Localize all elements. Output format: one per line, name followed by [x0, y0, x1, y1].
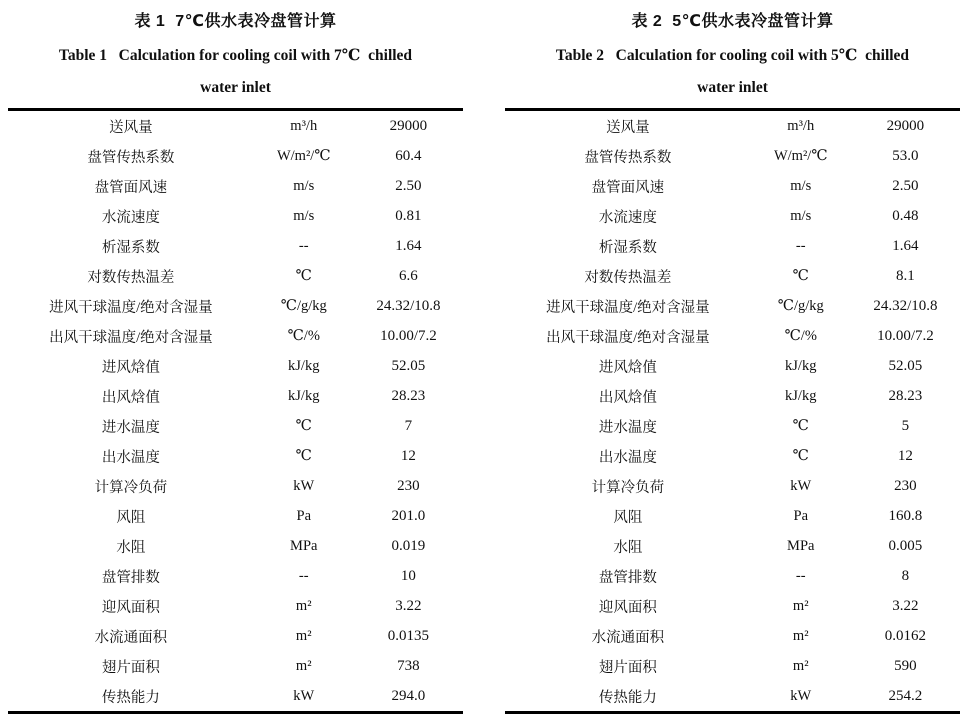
value-cell: 53.0: [892, 147, 919, 164]
param-name-cell: 出风干球温度/绝对含湿量: [546, 329, 710, 346]
value-cell: 28.23: [888, 387, 923, 404]
value-cell: 1.64: [892, 237, 919, 254]
value-cell: 60.4: [395, 147, 422, 164]
value-cell: 738: [397, 657, 420, 674]
unit-cell: W/m²/℃: [773, 147, 828, 164]
table-row: [8, 621, 463, 651]
unit-cell: kW: [790, 687, 812, 704]
table-row: [8, 231, 463, 261]
param-name-cell: 风阻: [116, 509, 146, 526]
value-cell: 160.8: [888, 507, 923, 524]
param-name-cell: 水流通面积: [94, 629, 168, 646]
table-row: [8, 321, 463, 351]
unit-cell: m²: [792, 597, 809, 614]
value-cell: 2.50: [892, 177, 919, 194]
unit-cell: MPa: [290, 537, 318, 554]
value-cell: 6.6: [399, 267, 418, 284]
value-cell: 10.00/7.2: [380, 327, 437, 344]
param-name-cell: 进水温度: [101, 419, 160, 436]
param-name-cell: 出水温度: [101, 449, 160, 466]
table-2-title-english-line2: water inlet: [697, 79, 768, 96]
unit-cell: m²: [295, 657, 312, 674]
table-row: [505, 561, 960, 591]
value-cell: 0.81: [395, 207, 422, 224]
param-name-cell: 析湿系数: [598, 239, 657, 256]
table-2-titles: [505, 0, 960, 108]
unit-cell: kJ/kg: [785, 357, 817, 374]
unit-cell: --: [298, 237, 309, 254]
table-2-title-chinese: 表 2 5℃供水表冷盘管计算: [631, 13, 834, 30]
value-cell: 10.00/7.2: [877, 327, 934, 344]
param-name-cell: 进水温度: [598, 419, 657, 436]
value-cell: 3.22: [395, 597, 422, 614]
unit-cell: Pa: [793, 507, 808, 524]
unit-cell: --: [795, 237, 806, 254]
table-row: [8, 681, 463, 713]
value-cell: 8.1: [896, 267, 915, 284]
unit-cell: m²: [792, 627, 809, 644]
unit-cell: ℃: [295, 417, 312, 434]
param-name-cell: 盘管面风速: [591, 179, 665, 196]
unit-cell: ℃: [295, 447, 312, 464]
table-row: [8, 291, 463, 321]
unit-cell: ℃: [295, 267, 312, 284]
value-cell: 201.0: [391, 507, 426, 524]
table-row: [505, 531, 960, 561]
table-row: [8, 171, 463, 201]
param-name-cell: 出水温度: [598, 449, 657, 466]
table-row: [505, 501, 960, 531]
table-row: [505, 621, 960, 651]
table-2-block: [505, 0, 960, 714]
param-name-cell: 翅片面积: [598, 659, 657, 676]
table-row: [8, 651, 463, 681]
param-name-cell: 出风焓值: [101, 389, 160, 406]
unit-cell: --: [795, 567, 806, 584]
table-row: [505, 381, 960, 411]
value-cell: 52.05: [391, 357, 426, 374]
table-1-title-chinese: 表 1 7℃供水表冷盘管计算: [134, 13, 337, 30]
table-row: [8, 261, 463, 291]
value-cell: 28.23: [391, 387, 426, 404]
table-row: [505, 291, 960, 321]
param-name-cell: 进风干球温度/绝对含湿量: [546, 299, 710, 316]
table-row: [8, 351, 463, 381]
table-row: [505, 261, 960, 291]
unit-cell: m³/h: [290, 117, 318, 134]
param-name-cell: 水阻: [116, 539, 146, 556]
table-1: [8, 108, 463, 714]
table-row: [505, 651, 960, 681]
value-cell: 24.32/10.8: [376, 297, 441, 314]
unit-cell: W/m²/℃: [276, 147, 331, 164]
value-cell: 5: [901, 417, 910, 434]
param-name-cell: 迎风面积: [101, 599, 160, 616]
table-row: [8, 441, 463, 471]
param-name-cell: 计算冷负荷: [94, 479, 168, 496]
param-name-cell: 盘管排数: [598, 569, 657, 586]
value-cell: 230: [894, 477, 917, 494]
unit-cell: ℃: [792, 447, 809, 464]
param-name-cell: 水流速度: [101, 209, 160, 226]
unit-cell: kJ/kg: [288, 357, 320, 374]
table-1-body: [8, 110, 463, 713]
param-name-cell: 盘管传热系数: [584, 149, 672, 166]
value-cell: 52.05: [888, 357, 923, 374]
table-1-title-english-line2: water inlet: [200, 79, 271, 96]
param-name-cell: 盘管面风速: [94, 179, 168, 196]
unit-cell: ℃/g/kg: [777, 297, 824, 314]
table-row: [8, 411, 463, 441]
value-cell: 24.32/10.8: [873, 297, 938, 314]
param-name-cell: 水流速度: [598, 209, 657, 226]
param-name-cell: 送风量: [109, 119, 153, 136]
table-row: [8, 501, 463, 531]
unit-cell: m/s: [790, 177, 812, 194]
unit-cell: ℃/%: [784, 327, 817, 344]
unit-cell: kJ/kg: [288, 387, 320, 404]
table-1-title-english-line1: Table 1 Calculation for cooling coil with 7℃ chilled: [58, 47, 413, 64]
unit-cell: m²: [295, 597, 312, 614]
unit-cell: kW: [293, 477, 315, 494]
value-cell: 8: [901, 567, 910, 584]
param-name-cell: 对数传热温差: [584, 269, 672, 286]
value-cell: 7: [404, 417, 413, 434]
table-row: [505, 591, 960, 621]
table-row: [505, 441, 960, 471]
table-row: [8, 531, 463, 561]
table-row: [505, 201, 960, 231]
value-cell: 1.64: [395, 237, 422, 254]
unit-cell: m²: [295, 627, 312, 644]
unit-cell: ℃: [792, 417, 809, 434]
table-row: [505, 321, 960, 351]
unit-cell: kW: [293, 687, 315, 704]
param-name-cell: 析湿系数: [101, 239, 160, 256]
value-cell: 29000: [886, 117, 925, 134]
param-name-cell: 进风干球温度/绝对含湿量: [49, 299, 213, 316]
param-name-cell: 水流通面积: [591, 629, 665, 646]
param-name-cell: 对数传热温差: [87, 269, 175, 286]
value-cell: 2.50: [395, 177, 422, 194]
table-row: [8, 591, 463, 621]
table-row: [8, 471, 463, 501]
table-2-title-english-line1: Table 2 Calculation for cooling coil with 5℃ chilled: [555, 47, 910, 64]
value-cell: 254.2: [888, 687, 923, 704]
value-cell: 230: [397, 477, 420, 494]
unit-cell: m²: [792, 657, 809, 674]
param-name-cell: 盘管排数: [101, 569, 160, 586]
value-cell: 0.005: [888, 537, 923, 554]
table-row: [505, 351, 960, 381]
value-cell: 0.019: [391, 537, 426, 554]
param-name-cell: 送风量: [606, 119, 650, 136]
unit-cell: m/s: [293, 207, 315, 224]
unit-cell: MPa: [787, 537, 815, 554]
param-name-cell: 迎风面积: [598, 599, 657, 616]
unit-cell: kJ/kg: [785, 387, 817, 404]
table-row: [505, 110, 960, 142]
value-cell: 0.0135: [387, 627, 430, 644]
table-row: [8, 561, 463, 591]
table-2: [505, 108, 960, 714]
param-name-cell: 进风焓值: [101, 359, 160, 376]
value-cell: 12: [897, 447, 913, 464]
value-cell: 12: [400, 447, 416, 464]
table-row: [8, 381, 463, 411]
param-name-cell: 水阻: [613, 539, 643, 556]
table-2-body: [505, 110, 960, 713]
unit-cell: m³/h: [787, 117, 815, 134]
param-name-cell: 计算冷负荷: [591, 479, 665, 496]
value-cell: 0.48: [892, 207, 919, 224]
param-name-cell: 传热能力: [598, 689, 657, 706]
table-row: [505, 681, 960, 713]
table-1-block: [8, 0, 463, 714]
unit-cell: m/s: [790, 207, 812, 224]
param-name-cell: 翅片面积: [101, 659, 160, 676]
param-name-cell: 出风干球温度/绝对含湿量: [49, 329, 213, 346]
table-row: [505, 141, 960, 171]
param-name-cell: 盘管传热系数: [87, 149, 175, 166]
table-row: [505, 231, 960, 261]
unit-cell: m/s: [293, 177, 315, 194]
value-cell: 294.0: [391, 687, 426, 704]
value-cell: 10: [400, 567, 416, 584]
param-name-cell: 传热能力: [101, 689, 160, 706]
table-row: [505, 171, 960, 201]
param-name-cell: 进风焓值: [598, 359, 657, 376]
unit-cell: kW: [790, 477, 812, 494]
unit-cell: --: [298, 567, 309, 584]
table-row: [8, 110, 463, 142]
table-1-titles: [8, 0, 463, 108]
unit-cell: ℃: [792, 267, 809, 284]
param-name-cell: 风阻: [613, 509, 643, 526]
value-cell: 29000: [389, 117, 428, 134]
table-row: [505, 411, 960, 441]
unit-cell: ℃/%: [287, 327, 320, 344]
table-row: [8, 201, 463, 231]
table-row: [505, 471, 960, 501]
value-cell: 0.0162: [884, 627, 927, 644]
param-name-cell: 出风焓值: [598, 389, 657, 406]
unit-cell: Pa: [296, 507, 311, 524]
value-cell: 3.22: [892, 597, 919, 614]
value-cell: 590: [894, 657, 917, 674]
unit-cell: ℃/g/kg: [280, 297, 327, 314]
table-row: [8, 141, 463, 171]
